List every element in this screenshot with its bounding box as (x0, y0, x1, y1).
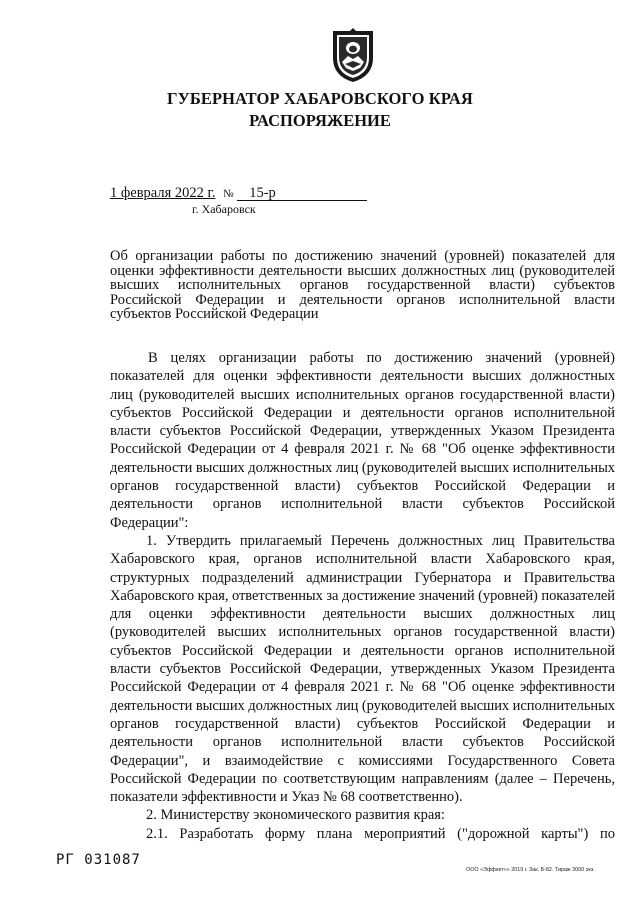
body-line: деятельности органов исполнительной власти субъектов Российской (110, 496, 615, 513)
body-line: власти субъектов Российской Федерации, утвержденных Указом Президента (110, 423, 615, 440)
body-line: Хабаровского края, органов исполнительной власти Хабаровского края, (110, 551, 615, 568)
issuing-authority: ГУБЕРНАТОР ХАБАРОВСКОГО КРАЯ (167, 89, 473, 108)
document-date-line (110, 185, 367, 202)
body-line: власти субъектов Российской Федерации, утвержденных Указом Президента (110, 661, 615, 678)
document-title (110, 249, 615, 322)
form-serial-number: РГ 031087 (56, 852, 141, 868)
body-line: Российской Федерации от 4 февраля 2021 г. № 68 "Об оценке эффективности (110, 679, 615, 696)
body-line: В целях организации работы по достижению значений (уровней) (148, 350, 615, 366)
body-line: деятельности органов исполнительной власти субъектов Российской (110, 734, 615, 751)
body-line: органов государственной власти) субъектов Российской Федерации и (110, 715, 615, 732)
document-type: РАСПОРЯЖЕНИЕ (249, 111, 391, 130)
body-line: субъектов Российской Федерации и деятельности органов исполнительной (110, 642, 615, 659)
document-number: 15-р (237, 186, 327, 201)
body-line: Федерации": (110, 514, 189, 531)
body-line: структурных подразделений администрации Губернатора и Правительства (110, 569, 615, 586)
title-line: оценки эффективности деятельности высших должностных лиц (руководителей (110, 263, 615, 278)
body-line: Российской Федерации по соответствующим направлениям (далее – Перечень, (110, 770, 615, 787)
coat-of-arms-emblem (330, 28, 376, 84)
title-line: Российской Федерации и деятельности органов исполнительной власти (110, 292, 615, 307)
printer-note: ООО «Эффект»» 2019 г. Зак. Б-82. Тираж 3000 экз. (466, 867, 595, 873)
body-line: показателей для оценки эффективности деятельности высших должностных (110, 368, 615, 385)
body-line: для оценки эффективности деятельности высших должностных лиц (110, 606, 615, 623)
body-line: Российской Федерации от 4 февраля 2021 г. № 68 "Об оценке эффективности (110, 441, 615, 458)
body-line: (руководителей высших исполнительных органов государственной власти) (110, 624, 615, 641)
body-line: лиц (руководителей высших исполнительных органов государственной власти) (110, 386, 615, 403)
title-line: высших исполнительных органов государственной власти) субъектов (110, 278, 615, 293)
body-line: деятельности высших должностных лиц (руководителей высших исполнительных (110, 459, 615, 476)
body-line: 1. Утвердить прилагаемый Перечень должностных лиц Правительства (146, 532, 615, 549)
body-line: 2. Министерству экономического развития края: (146, 807, 445, 824)
body-line: субъектов Российской Федерации и деятельности органов исполнительной (110, 404, 615, 421)
title-line: Об организации работы по достижению значений (уровней) показателей для (110, 249, 615, 264)
body-line: Федерации", и взаимодействие с комиссиями Государственного Совета (110, 752, 615, 769)
body-line: Хабаровского края, ответственных за достижение значений (уровней) показателей (110, 587, 615, 604)
body-line: деятельности высших должностных лиц (руководителей высших исполнительных (110, 697, 615, 714)
document-city: г. Хабаровск (192, 202, 256, 216)
body-line: органов государственной власти) субъектов Российской Федерации и (110, 478, 615, 495)
document-date: 1 февраля 2022 г. (110, 185, 216, 201)
document-body (110, 349, 615, 843)
number-sign: № (223, 188, 234, 200)
body-line: показатели эффективности и Указ № 68 соответственно). (110, 789, 463, 806)
title-line: субъектов Российской Федерации (110, 306, 319, 322)
body-line: 2.1. Разработать форму плана мероприятий ("дорожной карты") по (146, 825, 615, 842)
